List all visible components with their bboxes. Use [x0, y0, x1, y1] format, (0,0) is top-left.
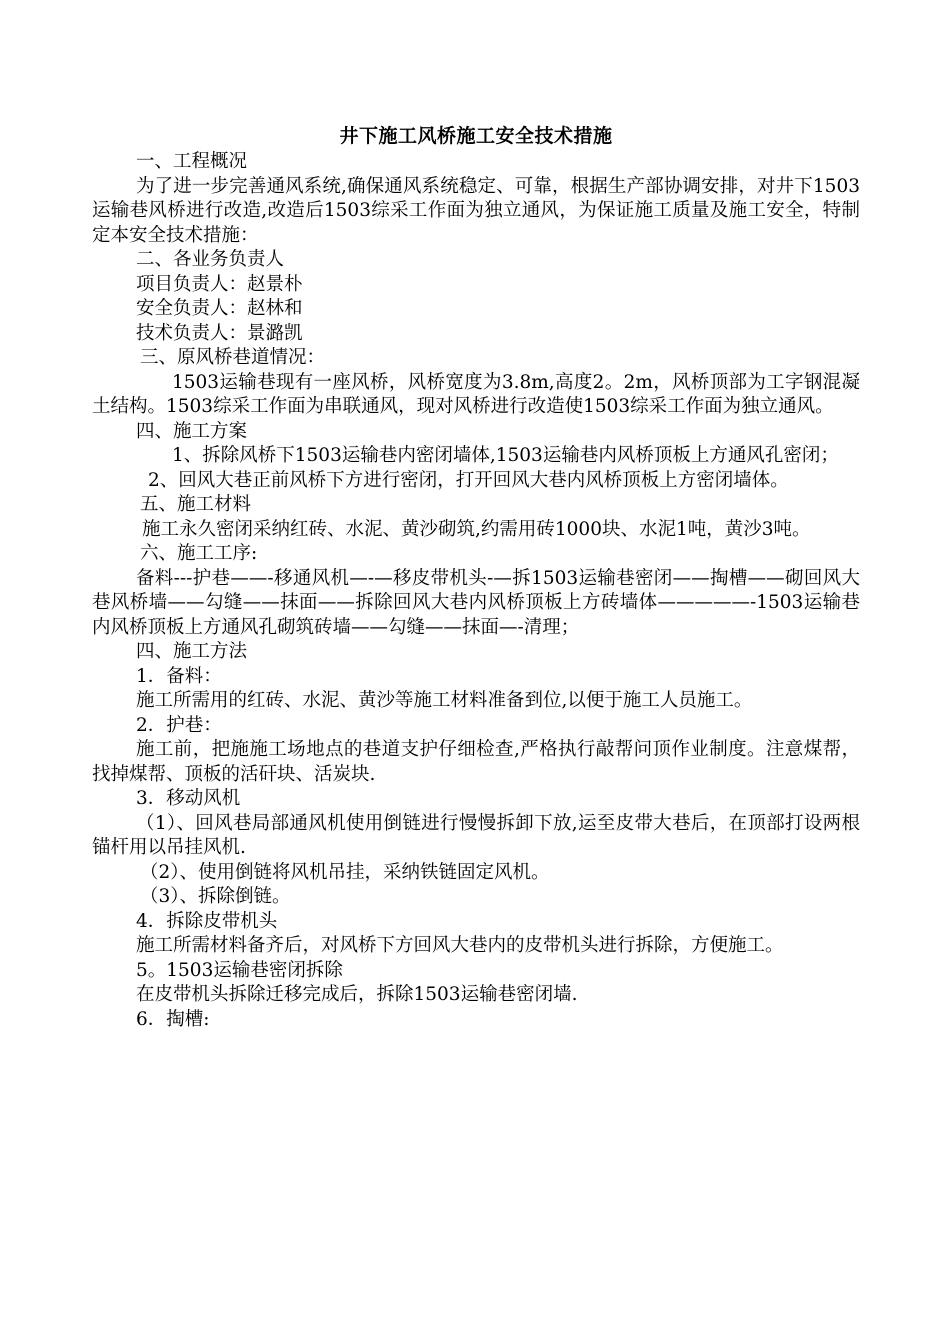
- section-heading-overview: 一、工程概况: [136, 151, 248, 172]
- method-step-2-heading: 2．护巷：: [136, 714, 222, 736]
- method-step-3-item-1: （1）、回风巷局部通风机使用倒链进行慢慢拆卸下放,运至皮带大巷后，在顶部打设两根锚杆用以吊挂风机.: [92, 812, 860, 858]
- section-heading-responsible: 二、各业务负责人: [136, 249, 285, 270]
- paragraph-process: 备料---护巷——-移通风机—-—移皮带机头-—拆1503运输巷密闭——掏槽——砌回风大巷风桥墙——勾缝——抹面——拆除回风大巷内风桥顶板上方砖墙体—————-1503运输巷内风桥顶板上方通风孔砌筑砖墙——勾缝——抹面—-清理；: [92, 567, 860, 638]
- method-step-1-text: 施工所需用的红砖、水泥、黄沙等施工材料准备到位,以便于施工人员施工。: [136, 690, 753, 711]
- section-heading-original-bridge: 三、原风桥巷道情况：: [140, 347, 326, 368]
- plan-item-2: 2、回风大巷正前风桥下方进行密闭，打开回风大巷内风桥顶板上方密闭墙体。: [148, 469, 789, 491]
- method-step-1-heading: 1．备料：: [136, 665, 222, 687]
- section-heading-materials: 五、施工材料: [140, 494, 252, 515]
- safety-manager-line: 安全负责人：赵林和: [136, 298, 303, 319]
- method-step-2-text: 施工前，把施施工场地点的巷道支护仔细检查,严格执行敲帮问顶作业制度。注意煤帮，找掉煤帮、顶板的活矸块、活炭块.: [92, 739, 860, 785]
- plan-item-1: 1、拆除风桥下1503运输巷内密闭墙体,1503运输巷内风桥顶板上方通风孔密闭；: [172, 445, 839, 466]
- method-step-5-heading: 5。1503运输巷密闭拆除: [136, 959, 343, 981]
- method-step-3-item-3: （3）、拆除倒链。: [140, 886, 291, 907]
- document-page: [92, 122, 860, 1032]
- paragraph-overview: 为了进一步完善通风系统,确保通风系统稳定、可靠，根据生产部协调安排，对井下1503运输巷风桥进行改造,改造后1503综采工作面为独立通风，为保证施工质量及施工安全，特制定本安全技术措施：: [92, 175, 860, 246]
- document-title: 井下施工风桥施工安全技术措施: [339, 125, 613, 147]
- paragraph-original-bridge: 1503运输巷现有一座风桥，风桥宽度为3.8m,高度2。2m，风桥顶部为工字钢混凝土结构。1503综采工作面为串联通风，现对风桥进行改造使1503综采工作面为独立通风。: [92, 371, 860, 417]
- technical-manager-line: 技术负责人：景潞凯: [136, 322, 303, 344]
- project-manager-line: 项目负责人：赵景朴: [136, 273, 303, 295]
- method-step-4-heading: 4．拆除皮带机头: [136, 910, 278, 932]
- method-step-6-heading: 6．掏槽:: [136, 1008, 210, 1030]
- paragraph-materials: 施工永久密闭采纳红砖、水泥、黄沙砌筑,约需用砖1000块、水泥1吨，黄沙3吨。: [142, 518, 811, 540]
- section-heading-method: 四、施工方法: [136, 641, 248, 662]
- method-step-5-text: 在皮带机头拆除迁移完成后，拆除1503运输巷密闭墙.: [136, 984, 578, 1005]
- section-heading-plan: 四、施工方案: [136, 420, 248, 442]
- method-step-4-text: 施工所需材料备齐后，对风桥下方回风大巷内的皮带机头进行拆除，方便施工。: [136, 935, 784, 956]
- section-heading-process: 六、施工工序:: [140, 543, 258, 564]
- method-step-3-heading: 3．移动风机: [136, 788, 241, 809]
- method-step-3-item-2: （2）、使用倒链将风机吊挂，采纳铁链固定风机。: [140, 861, 550, 883]
